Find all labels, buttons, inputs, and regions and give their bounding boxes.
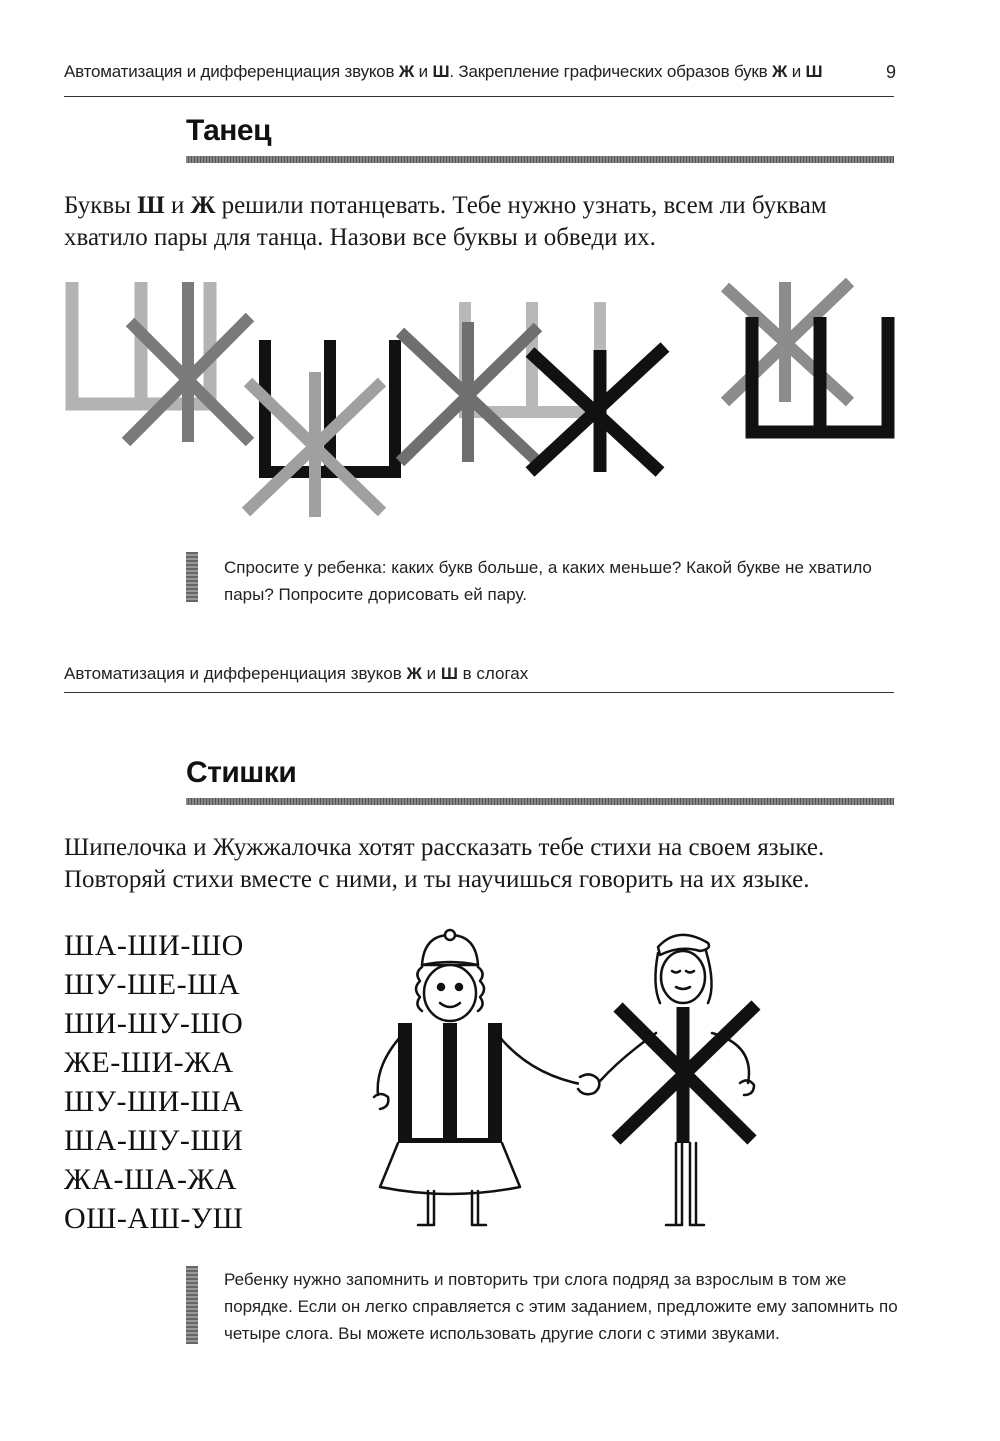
verses-title-rule [186, 798, 894, 805]
syllable-line: ША-ШУ-ШИ [64, 1124, 244, 1157]
dance-line-1: Буквы Ш и Ж решили потанцевать. Тебе нужно узнать, всем ли буквам [64, 192, 827, 219]
header-rule [64, 96, 894, 97]
zhe-boy-body [616, 1005, 756, 1143]
syllable-line: ША-ШИ-ШО [64, 929, 244, 962]
syllable-line: ЖЕ-ШИ-ЖА [64, 1046, 234, 1079]
sha-girl-left-hand [374, 1094, 388, 1109]
sha-girl-body [405, 1023, 495, 1145]
syllable-line: ШУ-ШЕ-ША [64, 968, 241, 1001]
sha-girl-right-arm [498, 1035, 585, 1085]
sha-zhe-characters-illustration [360, 925, 780, 1235]
verses-line-1: Шипелочка и Жужжалочка хотят рассказать тебе стихи на своем языке. [64, 834, 825, 861]
zhe-boy-legs [666, 1143, 704, 1225]
section-rule [64, 692, 894, 693]
letter-sha-black-1 [265, 340, 395, 472]
syllable-line: ЖА-ША-ЖА [64, 1163, 237, 1196]
zhe-boy-left-arm [600, 1033, 656, 1081]
dance-instructions [64, 190, 904, 254]
dance-title: Танец [186, 114, 272, 147]
verses-instructions [64, 832, 914, 896]
note-marker [186, 1266, 198, 1344]
verses-teacher-note: Ребенку нужно запомнить и повторить три слога подряд за взрослым в том же порядке. Если он легко справляется с этим заданием, предложите ему запомнить по четыре слога. Вы можете использовать другие слоги с этими звуками. [224, 1270, 898, 1343]
zhe-boy-face [661, 951, 705, 1003]
syllable-line: ШИ-ШУ-ШО [64, 1007, 244, 1040]
dance-line-2: хватило пары для танца. Назови все буквы и обведи их. [64, 224, 656, 251]
note-marker [186, 552, 198, 602]
held-hands [578, 1074, 599, 1094]
sha-girl-legs [418, 1191, 486, 1225]
page-number: 9 [885, 62, 896, 82]
syllable-line: ОШ-АШ-УШ [64, 1202, 244, 1235]
verses-title: Стишки [186, 756, 297, 789]
verses-line-2: Повторяй стихи вместе с ними, и ты научишься говорить на их языке. [64, 866, 810, 893]
sha-girl-hat [422, 930, 478, 965]
dance-title-rule [186, 156, 894, 163]
dancing-letters-illustration [60, 272, 900, 522]
letter-zhe-gray-3 [725, 282, 850, 402]
running-header: Автоматизация и дифференциация звуков Ж и Ш. Закрепление графических образов букв Ж и Ш [64, 62, 823, 81]
sha-girl-skirt [380, 1143, 520, 1194]
sha-girl-face [424, 965, 476, 1021]
section-header: Автоматизация и дифференциация звуков Ж и Ш в слогах [64, 664, 536, 684]
dance-teacher-note: Спросите у ребенка: каких букв больше, а каких меньше? Какой букве не хватило пары? Попросите дорисовать ей пару. [224, 558, 872, 604]
letter-zhe-gray-2 [400, 322, 538, 462]
syllable-line: ШУ-ШИ-ША [64, 1085, 244, 1118]
